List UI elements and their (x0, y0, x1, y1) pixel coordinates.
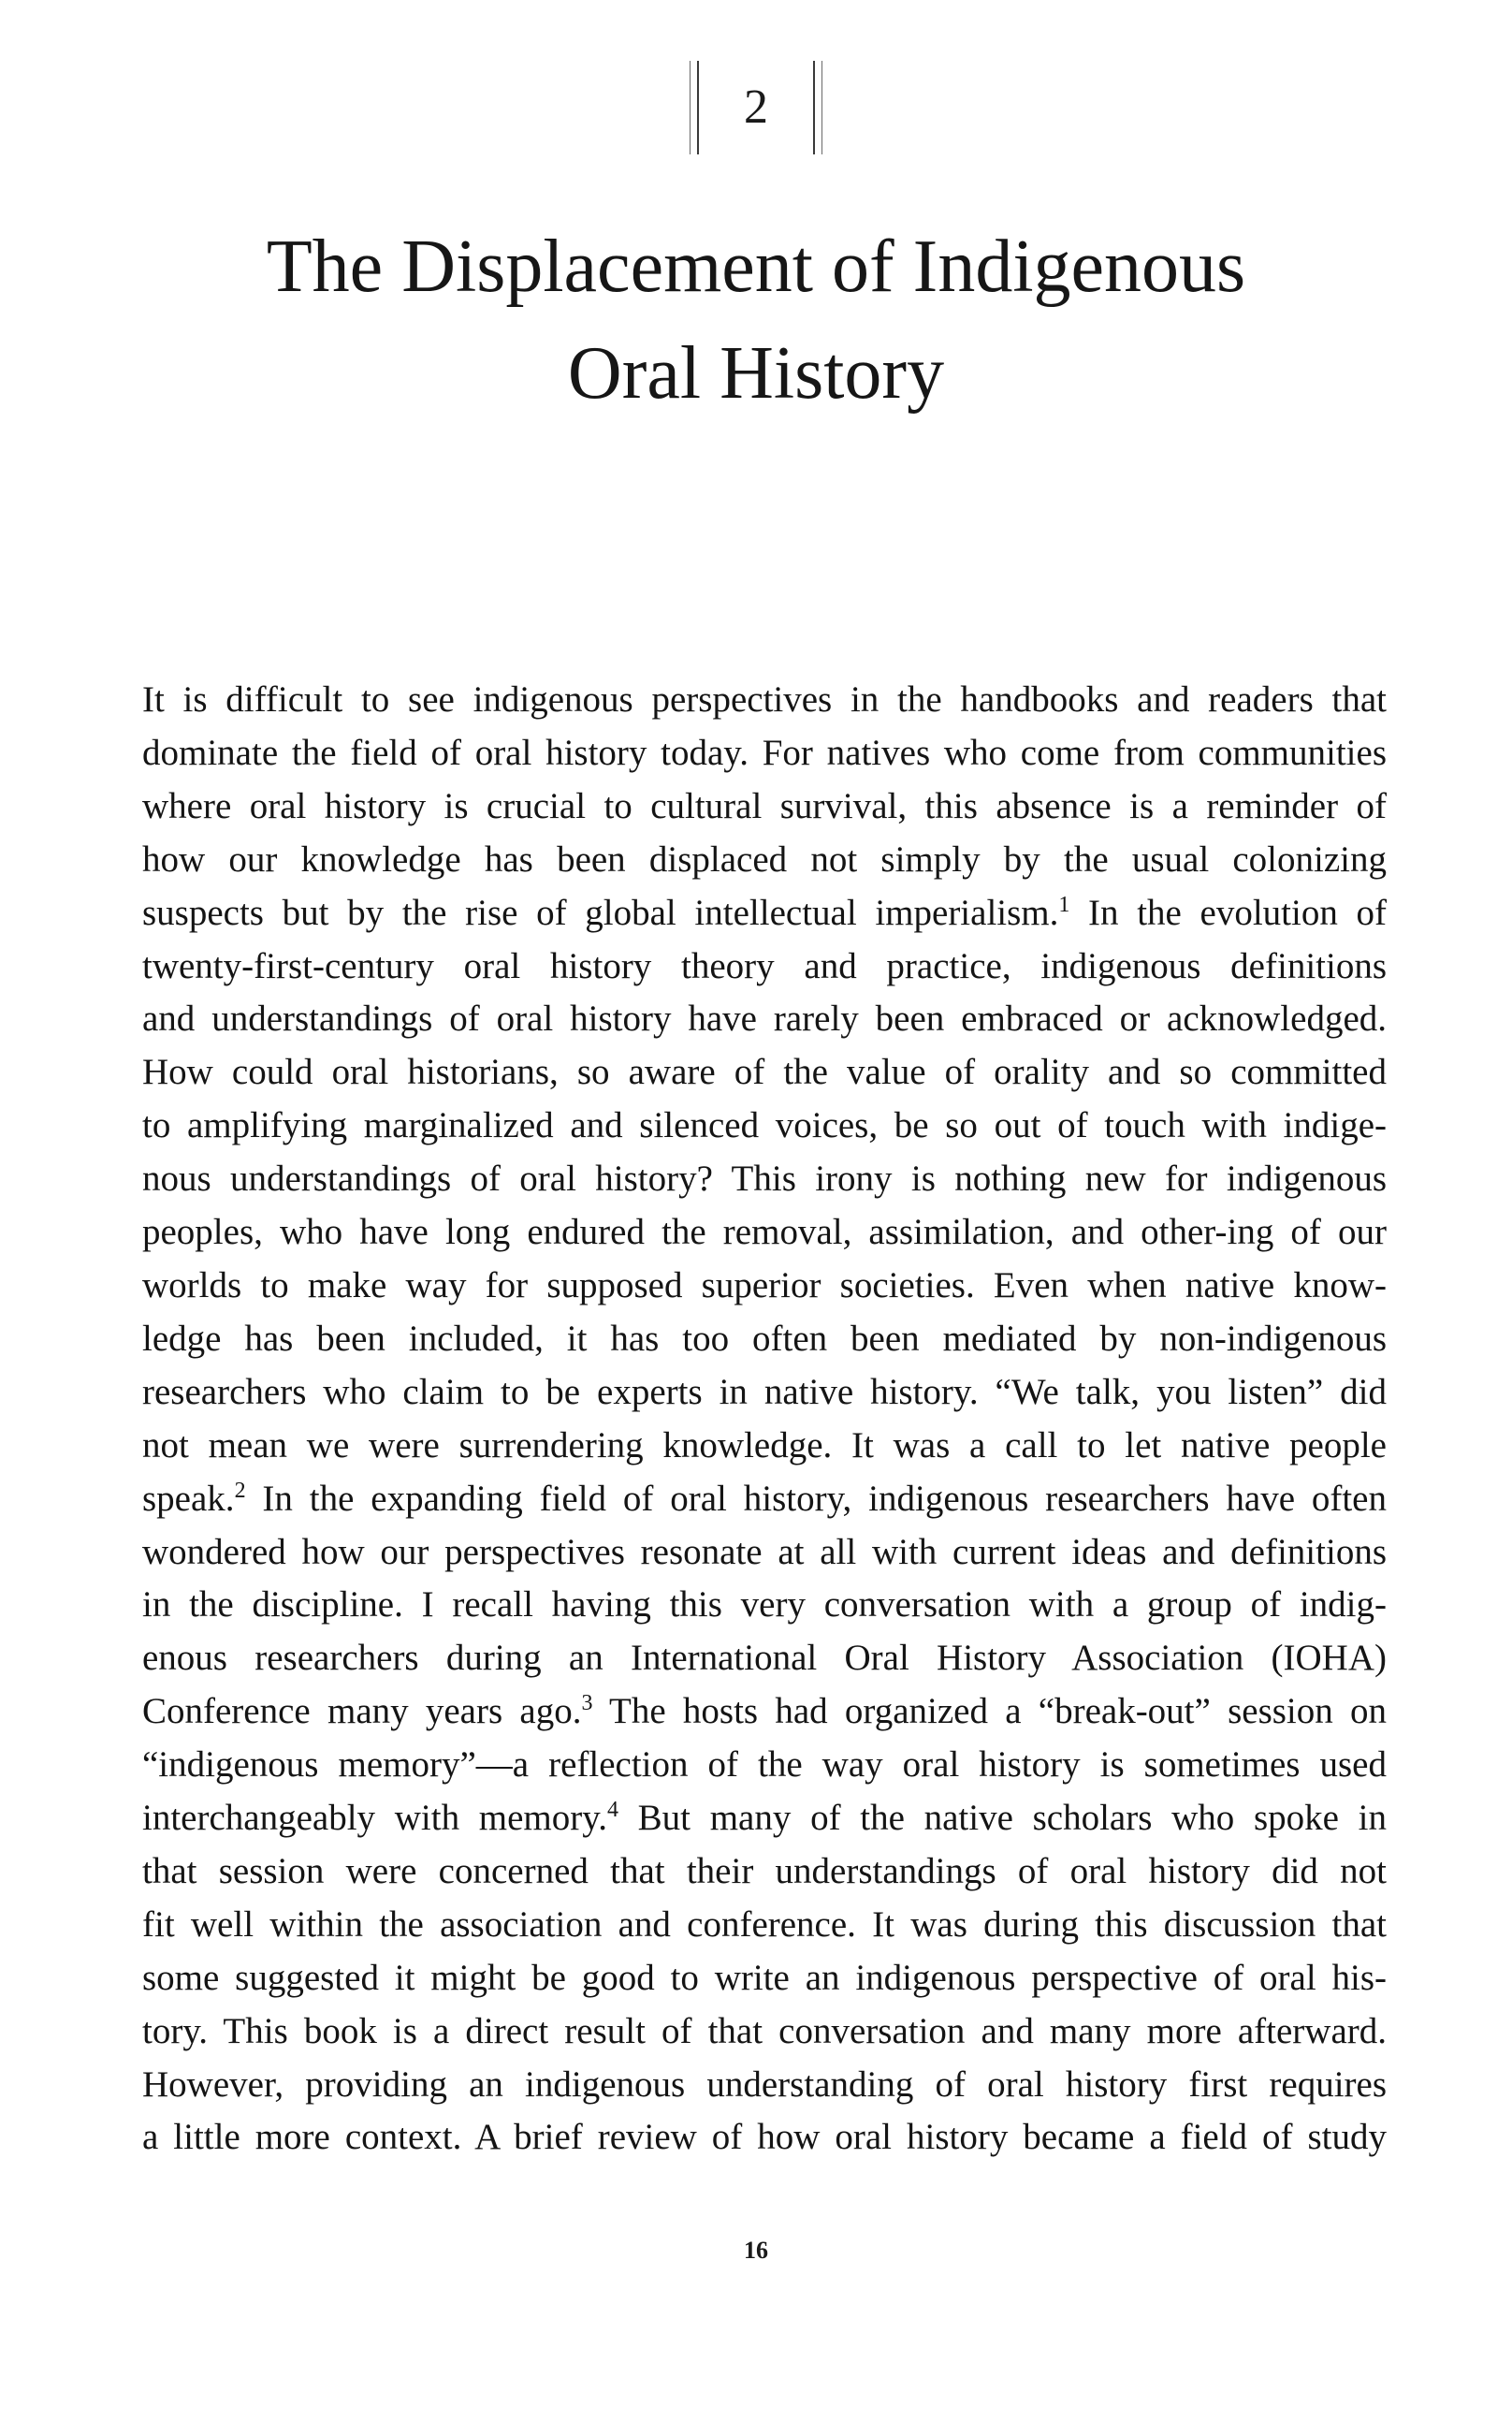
text-line: where oral history is crucial to cultural survival, this absence is a reminder of (142, 785, 1387, 826)
text-line: worlds to make way for supposed superior societies. Even when native know- (142, 1264, 1387, 1305)
text-line: It is difficult to see indigenous perspectives in the handbooks and readers that (142, 679, 1387, 720)
text-line: tory. This book is a direct result of that conversation and many more afterward. (142, 2010, 1387, 2051)
footnote-ref-1[interactable]: 1 (1058, 892, 1070, 917)
text-segment: interchangeably with memory. (142, 1798, 607, 1839)
text-segment: The hosts had organized a “break-out” session on (592, 1691, 1388, 1732)
text-segment: Conference many years ago. (142, 1691, 582, 1732)
page-number: 16 (744, 2237, 768, 2264)
text-line: However, providing an indigenous understanding of oral history first requires (142, 2063, 1387, 2105)
footnote-ref-2[interactable]: 2 (234, 1478, 246, 1503)
text-line: dominate the field of oral history today. For natives who come from communities (142, 732, 1387, 773)
left-rule-ornament (690, 61, 699, 154)
text-line: enous researchers during an International Oral History Association (IOHA) (142, 1638, 1387, 1679)
text-line: fit well within the association and conference. It was during this discussion that (142, 1903, 1387, 1945)
right-rule-ornament (813, 61, 822, 154)
chapter-title-line-1: The Displacement of Indigenous (266, 226, 1246, 308)
text-segment: In the evolution of (1069, 892, 1387, 933)
footnote-ref-4[interactable]: 4 (606, 1798, 618, 1823)
text-line (142, 1685, 1387, 1739)
text-line: and understandings of oral history have rarely been embraced or acknowledged. (142, 999, 1387, 1040)
text-line: How could oral historians, so aware of the value of orality and so committed (142, 1052, 1387, 1093)
chapter-number-ornament (690, 61, 822, 154)
rule-line (813, 61, 815, 154)
footnote-ref-3[interactable]: 3 (581, 1691, 593, 1716)
text-line: researchers who claim to be experts in native history. “We talk, you listen” did (142, 1371, 1387, 1412)
rule-line (821, 61, 822, 154)
text-line: not mean we were surrendering knowledge. It was a call to let native people (142, 1424, 1387, 1465)
text-line: nous understandings of oral history? This irony is nothing new for indigenous (142, 1159, 1387, 1200)
text-line: in the discipline. I recall having this very conversation with a group of indig- (142, 1584, 1387, 1626)
chapter-number: 2 (744, 80, 768, 134)
rule-line (690, 61, 691, 154)
text-segment: In the expanding field of oral history, indigenous researchers have often (245, 1478, 1387, 1519)
text-line (142, 887, 1387, 940)
body-paragraph (142, 674, 1387, 2165)
chapter-title (0, 213, 1512, 427)
chapter-title-line-2: Oral History (567, 332, 945, 415)
text-line: wondered how our perspectives resonate at all with current ideas and definitions (142, 1531, 1387, 1572)
text-line: to amplifying marginalized and silenced voices, be so out of touch with indige- (142, 1105, 1387, 1146)
text-line: ledge has been included, it has too often been mediated by non-indigenous (142, 1318, 1387, 1359)
text-line: how our knowledge has been displaced not simply by the usual colonizing (142, 838, 1387, 880)
chapter-marker (0, 56, 1512, 159)
text-line: some suggested it might be good to write an indigenous perspective of oral his- (142, 1957, 1387, 1998)
text-line: peoples, who have long endured the removal, assimilation, and other-ing of our (142, 1212, 1387, 1253)
text-line (142, 1792, 1387, 1845)
text-segment: But many of the native scholars who spoke in (618, 1798, 1387, 1839)
text-line: “indigenous memory”—a reflection of the way oral history is sometimes used (142, 1744, 1387, 1786)
text-line: twenty-first-century oral history theory and practice, indigenous definitions (142, 945, 1387, 986)
text-line: that session were concerned that their understandings of oral history did not (142, 1850, 1387, 1891)
text-segment: suspects but by the rise of global intellectual imperialism. (142, 892, 1059, 933)
text-line: a little more context. A brief review of how oral history became a field of study (142, 2117, 1387, 2158)
text-line (142, 1473, 1387, 1526)
rule-line (697, 61, 699, 154)
text-segment: speak. (142, 1478, 235, 1519)
